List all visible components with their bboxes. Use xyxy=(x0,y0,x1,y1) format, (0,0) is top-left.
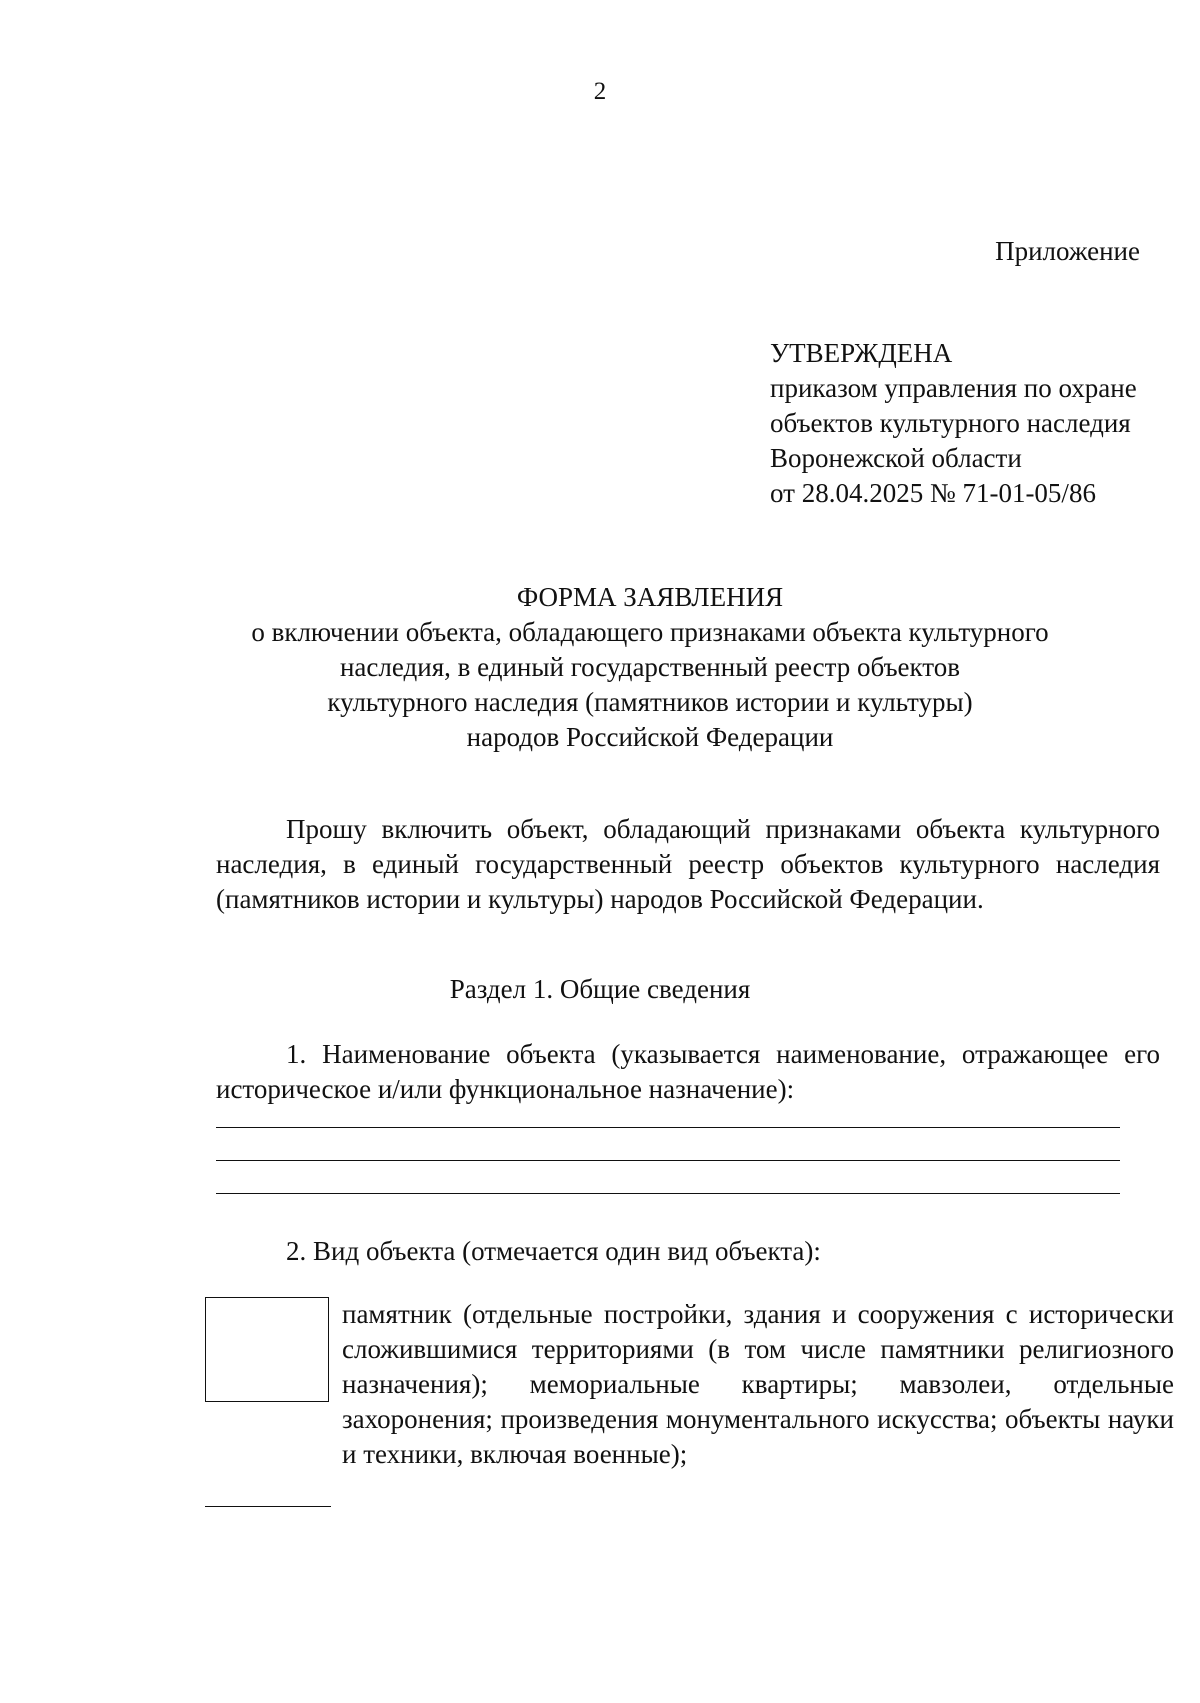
monument-option-text: памятник (отдельные постройки, здания и сооружения с исторически сложившимися территориями (в том числе памятники религиозного назначения); мемориальные квартиры; мавзолеи, отдельные захоронения; произведения монументального искусства; объекты науки и техники, включая военные); xyxy=(342,1299,1174,1469)
approval-order-number: от 28.04.2025 № 71-01-05/86 xyxy=(770,478,1096,508)
item-2-label: 2. Вид объекта (отмечается один вид объекта): xyxy=(286,1236,821,1266)
monument-checkbox[interactable] xyxy=(205,1297,329,1402)
approval-line: объектов культурного наследия xyxy=(770,408,1131,438)
approval-stamp-block xyxy=(770,336,1137,511)
form-subtitle-line: народов Российской Федерации xyxy=(466,722,834,752)
form-title-block xyxy=(100,580,1200,755)
object-name-fill-line[interactable] xyxy=(216,1193,1120,1194)
form-subtitle-line: культурного наследия (памятников истории и культуры) xyxy=(327,687,973,717)
form-subtitle-line: о включении объекта, обладающего признаками объекта культурного xyxy=(251,617,1049,647)
item-1-label: 1. Наименование объекта (указывается наименование, отражающее его историческое и/или функциональное назначение): xyxy=(216,1039,1160,1104)
footnote-separator xyxy=(205,1506,331,1507)
intro-paragraph: Прошу включить объект, обладающий признаками объекта культурного наследия, в единый государственный реестр объектов культурного наследия (памятников истории и культуры) народов Российской Федерации. xyxy=(216,814,1160,914)
object-name-fill-line[interactable] xyxy=(216,1160,1120,1161)
object-name-fill-line[interactable] xyxy=(216,1127,1120,1128)
section-1-title: Раздел 1. Общие сведения xyxy=(449,974,751,1004)
page-number: 2 xyxy=(593,78,607,105)
approval-line: Воронежской области xyxy=(770,443,1022,473)
approval-title: УТВЕРЖДЕНА xyxy=(770,338,953,368)
form-subtitle-line: наследия, в единый государственный реестр объектов xyxy=(339,652,960,682)
appendix-label: Приложение xyxy=(995,236,1140,266)
form-heading: ФОРМА ЗАЯВЛЕНИЯ xyxy=(516,582,784,612)
approval-line: приказом управления по охране xyxy=(770,373,1137,403)
